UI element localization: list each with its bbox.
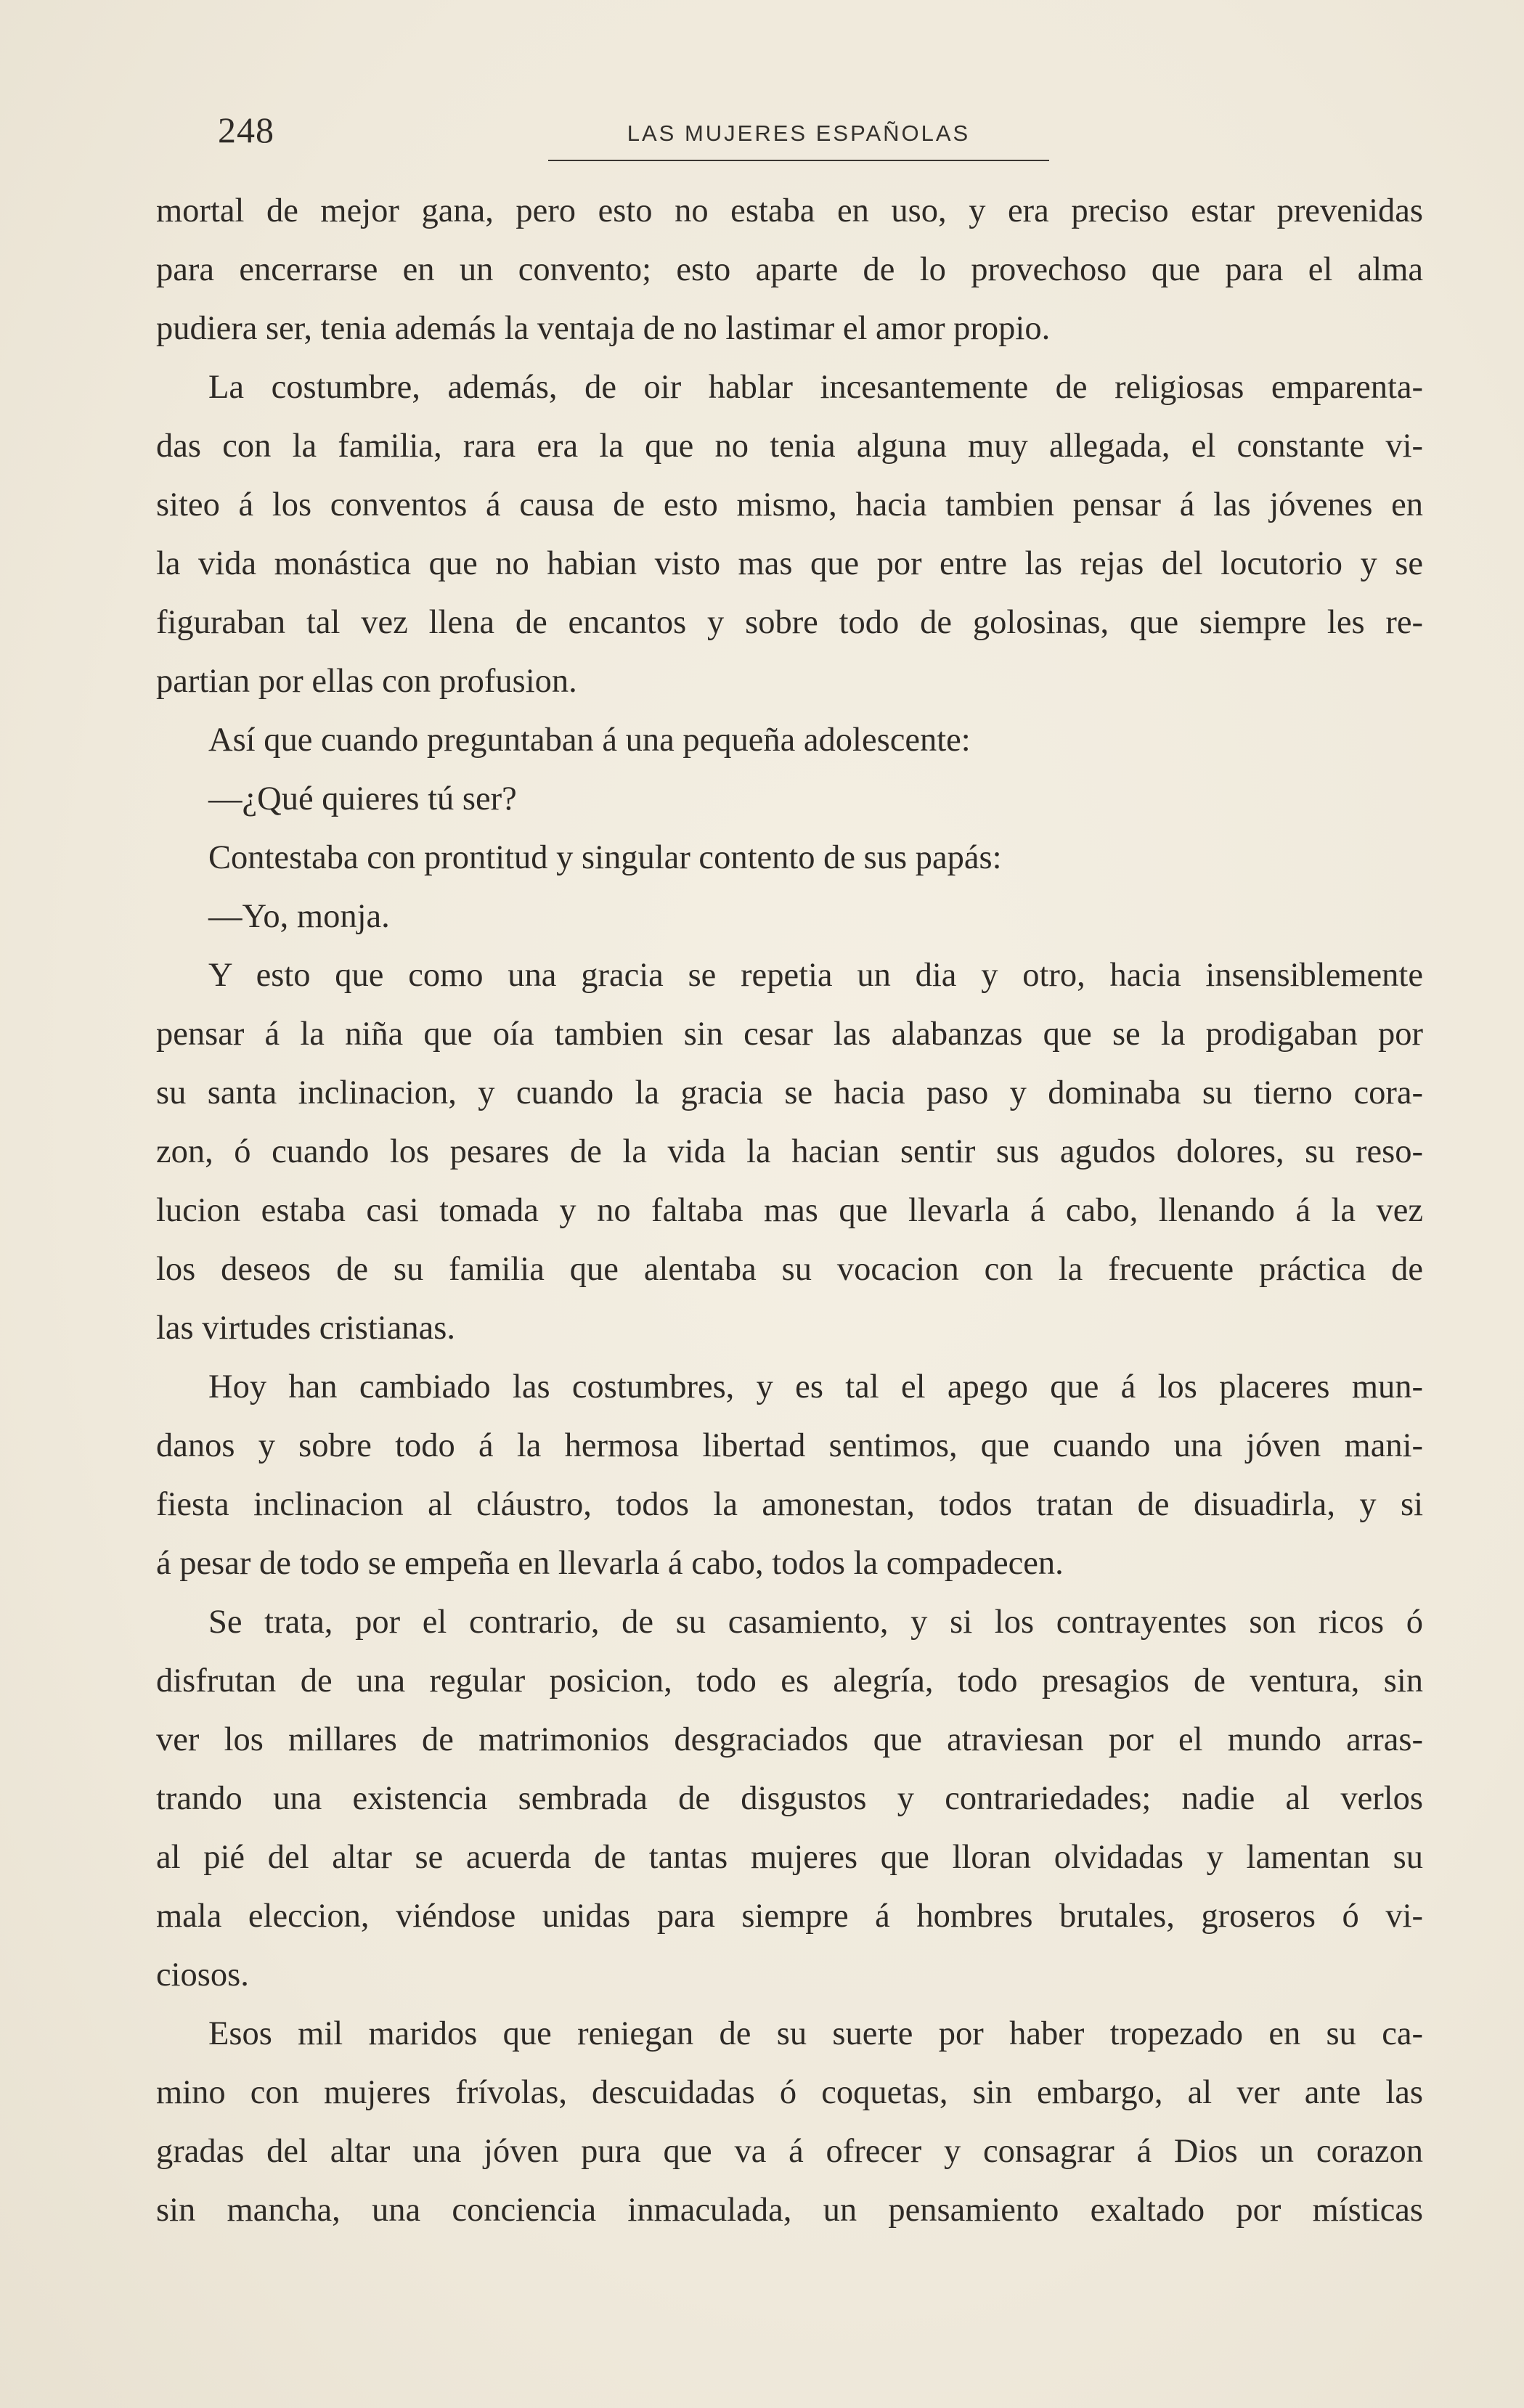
text-line: pensar á la niña que oía tambien sin cesar las alabanzas que se la prodigaban por — [156, 1016, 1423, 1053]
text-line: Así que cuando preguntaban á una pequeña adolescente: — [208, 722, 971, 759]
text-line: mala eleccion, viéndose unidas para siempre á hombres brutales, groseros ó vi- — [156, 1898, 1423, 1935]
text-line: Esos mil maridos que reniegan de su suerte por haber tropezado en su ca- — [208, 2015, 1423, 2052]
text-line: trando una existencia sembrada de disgustos y contrariedades; nadie al verlos — [156, 1780, 1423, 1817]
text-line: lucion estaba casi tomada y no faltaba mas que llevarla á cabo, llenando á la vez — [156, 1192, 1423, 1229]
text-line: pudiera ser, tenia además la ventaja de no lastimar el amor propio. — [156, 310, 1051, 347]
header-rule — [548, 160, 1049, 161]
text-line: mortal de mejor gana, pero esto no estaba en uso, y era preciso estar prevenidas — [156, 192, 1423, 229]
text-line: zon, ó cuando los pesares de la vida la hacian sentir sus agudos dolores, su reso- — [156, 1133, 1423, 1170]
text-line: las virtudes cristianas. — [156, 1310, 455, 1347]
text-line: la vida monástica que no habian visto mas que por entre las rejas del locutorio y se — [156, 545, 1423, 582]
text-line: para encerrarse en un convento; esto aparte de lo provechoso que para el alma — [156, 251, 1423, 288]
text-line: al pié del altar se acuerda de tantas mujeres que lloran olvidadas y lamentan su — [156, 1839, 1423, 1876]
text-line: partian por ellas con profusion. — [156, 663, 577, 700]
text-line: Se trata, por el contrario, de su casamiento, y si los contrayentes son ricos ó — [208, 1604, 1423, 1641]
text-line: siteo á los conventos á causa de esto mismo, hacia tambien pensar á las jóvenes en — [156, 486, 1423, 523]
text-line: ver los millares de matrimonios desgraciados que atraviesan por el mundo arras- — [156, 1721, 1423, 1758]
text-line: Y esto que como una gracia se repetia un dia y otro, hacia insensiblemente — [208, 957, 1423, 994]
paragraph — [156, 1358, 1423, 1593]
text-line: danos y sobre todo á la hermosa libertad sentimos, que cuando una jóven mani- — [156, 1427, 1423, 1464]
text-line: La costumbre, además, de oir hablar incesantemente de religiosas emparenta- — [208, 369, 1423, 406]
text-line: gradas del altar una jóven pura que va á ofrecer y consagrar á Dios un corazon — [156, 2133, 1423, 2170]
paragraph — [156, 770, 1423, 828]
text-line: Contestaba con prontitud y singular contento de sus papás: — [208, 839, 1002, 876]
page-header — [0, 109, 1524, 167]
text-line: ciosos. — [156, 1956, 249, 1993]
page-number: 248 — [218, 110, 274, 150]
text-line: su santa inclinacion, y cuando la gracia se hacia paso y dominaba su tierno cora- — [156, 1074, 1423, 1111]
text-line: —Yo, monja. — [208, 898, 390, 935]
paragraph — [156, 181, 1423, 358]
paragraph — [156, 828, 1423, 887]
text-line: mino con mujeres frívolas, descuidadas ó coquetas, sin embargo, al ver ante las — [156, 2074, 1423, 2111]
text-line: Hoy han cambiado las costumbres, y es tal el apego que á los placeres mun- — [208, 1368, 1423, 1405]
paragraph — [156, 1593, 1423, 2004]
text-line: das con la familia, rara era la que no tenia alguna muy allegada, el constante vi- — [156, 428, 1423, 465]
text-line: fiesta inclinacion al cláustro, todos la amonestan, todos tratan de disuadirla, y si — [156, 1486, 1423, 1523]
text-line: los deseos de su familia que alentaba su vocacion con la frecuente práctica de — [156, 1251, 1423, 1288]
text-line: á pesar de todo se empeña en llevarla á cabo, todos la compadecen. — [156, 1545, 1064, 1582]
text-line: —¿Qué quieres tú ser? — [208, 780, 517, 817]
text-line: disfrutan de una regular posicion, todo es alegría, todo presagios de ventura, sin — [156, 1662, 1423, 1699]
text-line: sin mancha, una conciencia inmaculada, un pensamiento exaltado por místicas — [156, 2192, 1423, 2229]
running-head: LAS MUJERES ESPAÑOLAS — [627, 121, 971, 146]
paragraph — [156, 2004, 1423, 2240]
paragraph — [156, 711, 1423, 770]
paragraph — [156, 946, 1423, 1358]
paragraph — [156, 887, 1423, 946]
text-line: figuraban tal vez llena de encantos y sobre todo de golosinas, que siempre les re- — [156, 604, 1423, 641]
body-text — [156, 181, 1423, 2240]
paragraph — [156, 358, 1423, 711]
